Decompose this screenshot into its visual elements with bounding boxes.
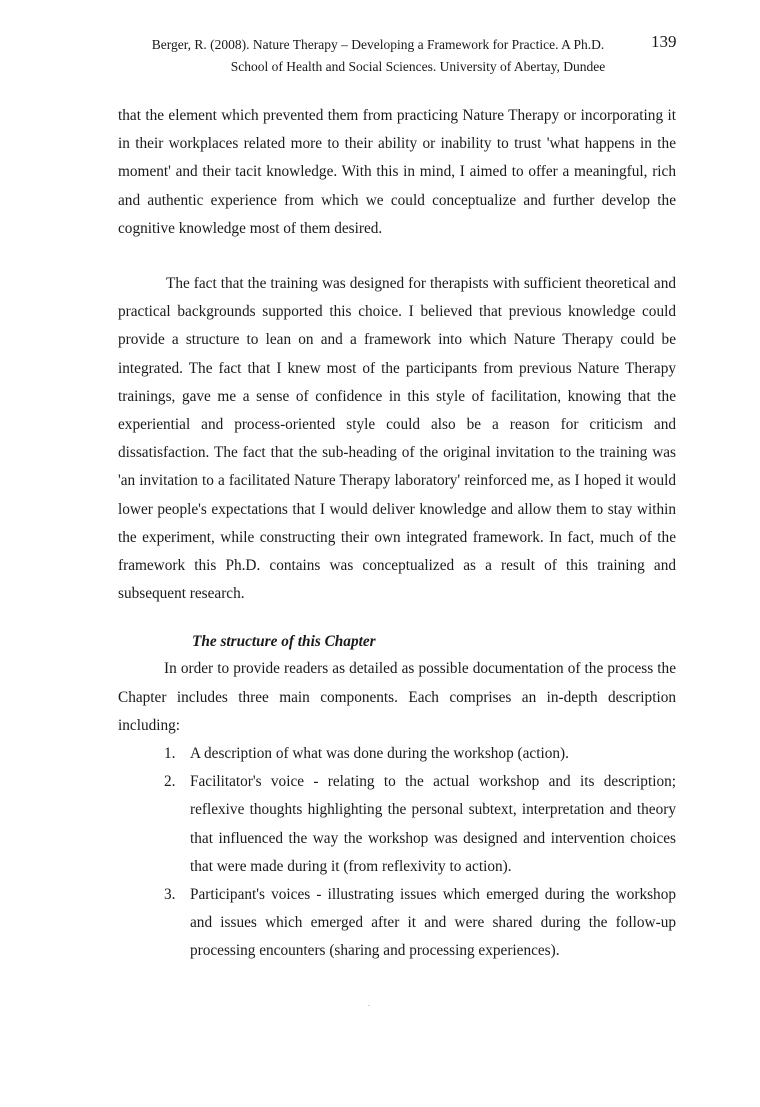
list-item-text: A description of what was done during the workshop (action). [190,745,569,763]
list-item [118,768,676,881]
running-header [118,34,678,78]
page-body [118,102,676,966]
paragraph-spacer [118,243,676,270]
section-intro-paragraph: In order to provide readers as detailed as possible documentation of the process the Chapter includes three main components. Each comprises an in-depth description including: [118,660,676,734]
header-institution: School of Health and Social Sciences. University of Abertay, Dundee [230,59,606,74]
section-heading: The structure of this Chapter [192,633,376,651]
header-citation: Berger, R. (2008). Nature Therapy – Developing a Framework for Practice. A Ph.D. [151,37,605,52]
list-item-number: 1. [164,745,176,763]
list-item [118,740,676,768]
section-spacer [118,608,676,628]
list-item [118,881,676,966]
paragraph-training-design: The fact that the training was designed for therapists with sufficient theoretical and practical backgrounds supported this choice. I believed that previous knowledge could provide a structure to lean on and a framework into which Nature Therapy could be integrated. The fact that I knew most of the participants from previous Nature Therapy trainings, gave me a sense of confidence in this style of facilitation, knowing that the experiential and process-oriented style could also be a reason for criticism and dissatisfaction. The fact that the sub-heading of the original invitation to the training was 'an invitation to a facilitated Nature Therapy laboratory' reinforced me, as I hoped it would lower people's expectations that I would deliver knowledge and allow them to stay within the experiment, while constructing their own integrated framework. In fact, much of the framework this Ph.D. contains was conceptualized as a result of this training and subsequent research. [118,275,676,603]
components-list [118,740,676,966]
list-item-number: 3. [164,886,176,904]
list-item-number: 2. [164,773,176,791]
page-number: 139 [651,32,677,51]
scan-speck [368,1005,370,1006]
paragraph-continuation: that the element which prevented them from practicing Nature Therapy or incorporating it in their workplaces related more to their ability or inability to trust 'what happens in the moment' and their tacit knowledge. With this in mind, I aimed to offer a meaningful, rich and authentic experience from which we could conceptualize and further develop the cognitive knowledge most of them desired. [118,107,676,237]
list-item-text: Participant's voices - illustrating issues which emerged during the workshop and issues which emerged after it and were shared during the follow-up processing encounters (sharing and processing experiences). [190,886,676,960]
list-item-text: Facilitator's voice - relating to the actual workshop and its description; reflexive thoughts highlighting the personal subtext, interpretation and theory that influenced the way the workshop was designed and intervention choices that were made during it (from reflexivity to action). [190,773,676,875]
